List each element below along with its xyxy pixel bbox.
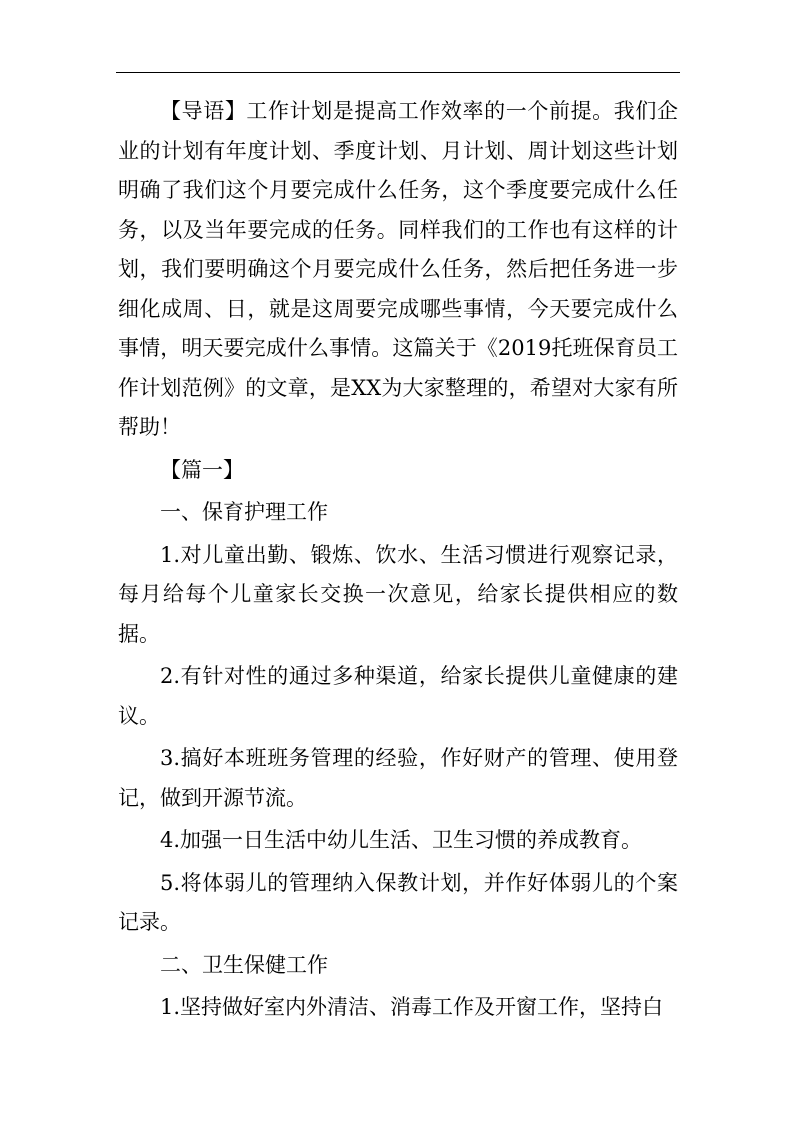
list-item: 1.对儿童出勤、锻炼、饮水、生活习惯进行观察记录，每月给每个儿童家长交换一次意见，给家长提供相应的数据。 [118,542,678,646]
list-item: 1.坚持做好室内外清洁、消毒工作及开窗工作，坚持白 [160,995,664,1019]
intro-paragraph: 【导语】工作计划是提高工作效率的一个前提。我们企业的计划有年度计划、季度计划、月计划、周计划这些计划明确了我们这个月要完成什么任务，这个季度要完成什么任务，以及当年要完成的任务。同样我们的工作也有这样的计划，我们要明确这个月要完成什么任务，然后把任务进一步细化成周、日，就是这周要完成哪些事情，今天要完成什么事情，明天要完成什么事情。这篇关于《2019托班保育员工作计划范例》的文章，是XX为大家整理的，希望对大家有所帮助！ [118,99,678,439]
list-item: 5.将体弱儿的管理纳入保教计划，并作好体弱儿的个案记录。 [118,870,678,934]
section-heading-hygiene: 二、卫生保健工作 [160,952,328,977]
list-item: 4.加强一日生活中幼儿生活、卫生习惯的养成教育。 [160,828,643,852]
section-heading-care: 一、保育护理工作 [160,500,328,524]
header-rule [116,72,680,73]
part-heading: 【篇一】 [160,457,244,482]
document-body [118,92,678,1031]
list-item: 3.搞好本班班务管理的经验，作好财产的管理、使用登记，做到开源节流。 [118,746,678,810]
list-item: 2.有针对性的通过多种渠道，给家长提供儿童健康的建议。 [118,664,678,728]
